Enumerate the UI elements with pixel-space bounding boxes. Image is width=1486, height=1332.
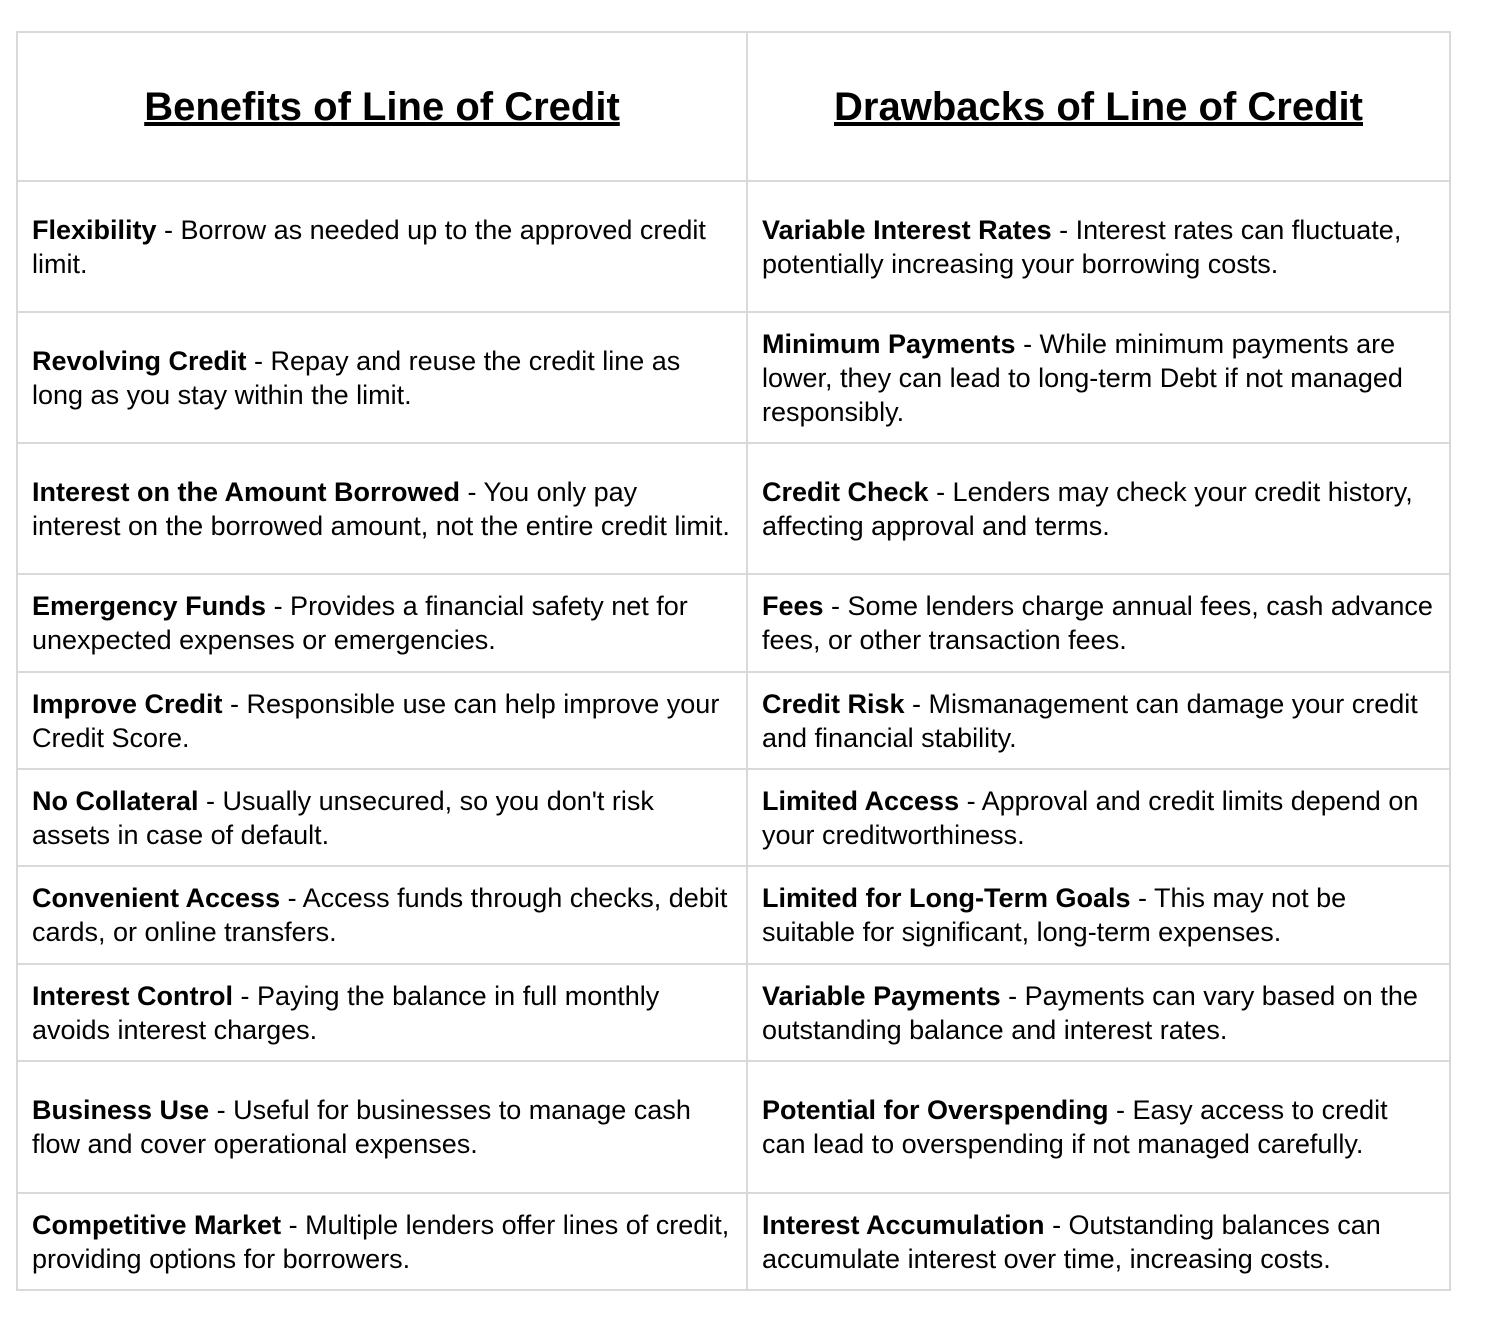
- item-description: - You only pay interest on the borrowed amount, not the entire credit limit.: [32, 476, 730, 541]
- item-title: Fees: [762, 591, 824, 621]
- table-row: [17, 964, 1450, 1061]
- item-title: Variable Interest Rates: [762, 214, 1052, 245]
- item-description: - Payments can vary based on the outstanding balance and interest rates.: [762, 980, 1418, 1045]
- benefit-cell: [17, 443, 747, 574]
- item-description: - Access funds through checks, debit cards, or online transfers.: [32, 883, 728, 947]
- table-row: [17, 312, 1450, 443]
- item-title: Limited for Long-Term Goals: [762, 883, 1131, 913]
- table-row: [17, 181, 1450, 312]
- benefit-cell: [17, 312, 747, 443]
- item-description: - Usually unsecured, so you don't risk assets in case of default.: [32, 785, 654, 850]
- item-description: - Interest rates can fluctuate, potentially increasing your borrowing costs.: [762, 214, 1402, 279]
- item-description: - Useful for businesses to manage cash flow and cover operational expenses.: [32, 1095, 691, 1159]
- item-title: Interest Accumulation: [762, 1209, 1045, 1240]
- drawbacks-heading: Drawbacks of Line of Credit: [747, 32, 1450, 181]
- benefit-cell: [17, 964, 747, 1061]
- table-row: [17, 672, 1450, 769]
- item-description: - Outstanding balances can accumulate interest over time, increasing costs.: [762, 1209, 1381, 1274]
- item-description: - While minimum payments are lower, they can lead to long-term Debt if not managed responsibly.: [762, 328, 1403, 427]
- table-row: [17, 866, 1450, 964]
- benefit-cell: [17, 672, 747, 769]
- benefit-cell: [17, 181, 747, 312]
- comparison-table: [16, 31, 1451, 1291]
- item-description: - Repay and reuse the credit line as long as you stay within the limit.: [32, 345, 681, 410]
- item-description: - Some lenders charge annual fees, cash advance fees, or other transaction fees.: [762, 591, 1433, 655]
- item-title: Limited Access: [762, 785, 960, 816]
- benefit-cell: [17, 866, 747, 964]
- item-title: Potential for Overspending: [762, 1095, 1109, 1125]
- benefit-cell: [17, 1061, 747, 1193]
- drawback-cell: [747, 1061, 1450, 1193]
- item-title: Convenient Access: [32, 883, 281, 913]
- item-description: - This may not be suitable for significant, long-term expenses.: [762, 883, 1347, 947]
- benefit-cell: [17, 1193, 747, 1290]
- benefit-cell: [17, 769, 747, 866]
- item-description: - Multiple lenders offer lines of credit, providing options for borrowers.: [32, 1209, 730, 1274]
- item-title: Flexibility: [32, 214, 157, 245]
- item-title: No Collateral: [32, 785, 199, 816]
- item-title: Business Use: [32, 1095, 210, 1125]
- item-description: - Provides a financial safety net for unexpected expenses or emergencies.: [32, 591, 688, 655]
- table-row: [17, 1193, 1450, 1290]
- item-title: Emergency Funds: [32, 591, 267, 621]
- item-description: - Borrow as needed up to the approved credit limit.: [32, 214, 706, 279]
- drawback-cell: [747, 769, 1450, 866]
- table-row: [17, 443, 1450, 574]
- drawback-cell: [747, 312, 1450, 443]
- item-title: Competitive Market: [32, 1209, 282, 1240]
- table-row: [17, 574, 1450, 672]
- item-description: - Paying the balance in full monthly avoids interest charges.: [32, 980, 660, 1045]
- header-row: [17, 32, 1450, 181]
- item-title: Interest on the Amount Borrowed: [32, 476, 461, 507]
- item-description: - Mismanagement can damage your credit and financial stability.: [762, 688, 1418, 753]
- item-title: Minimum Payments: [762, 328, 1016, 359]
- drawback-cell: [747, 866, 1450, 964]
- table-row: [17, 1061, 1450, 1193]
- benefit-cell: [17, 574, 747, 672]
- item-description: - Easy access to credit can lead to overspending if not managed carefully.: [762, 1095, 1388, 1159]
- drawback-cell: [747, 443, 1450, 574]
- item-title: Interest Control: [32, 980, 234, 1011]
- drawback-cell: [747, 964, 1450, 1061]
- table-row: [17, 769, 1450, 866]
- drawback-cell: [747, 181, 1450, 312]
- item-title: Variable Payments: [762, 980, 1001, 1011]
- benefits-heading: Benefits of Line of Credit: [17, 32, 747, 181]
- item-description: - Approval and credit limits depend on your creditworthiness.: [762, 785, 1419, 850]
- item-title: Credit Risk: [762, 688, 905, 719]
- item-title: Revolving Credit: [32, 345, 247, 376]
- item-description: - Responsible use can help improve your Credit Score.: [32, 688, 720, 753]
- drawback-cell: [747, 574, 1450, 672]
- item-description: - Lenders may check your credit history, affecting approval and terms.: [762, 476, 1413, 541]
- drawback-cell: [747, 1193, 1450, 1290]
- item-title: Credit Check: [762, 476, 929, 507]
- item-title: Improve Credit: [32, 688, 223, 719]
- drawback-cell: [747, 672, 1450, 769]
